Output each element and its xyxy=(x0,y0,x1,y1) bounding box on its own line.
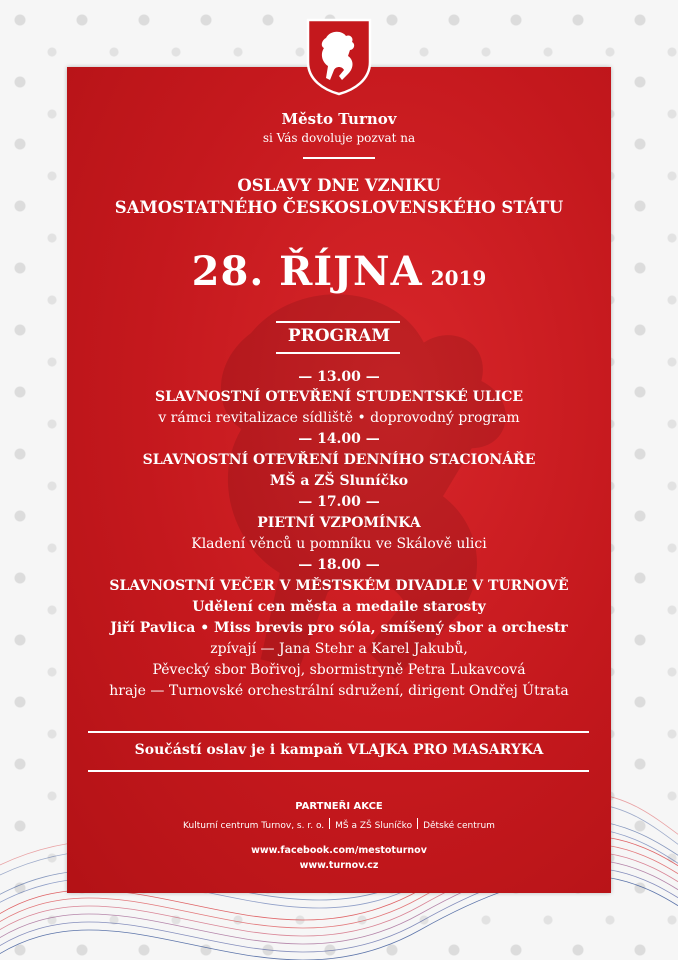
program-title: SLAVNOSTNÍ VEČER V MĚSTSKÉM DIVADLE V TURNOVĚ xyxy=(109,578,569,594)
program-title: SLAVNOSTNÍ OTEVŘENÍ STUDENTSKÉ ULICE xyxy=(154,389,524,405)
partner-item: MŠ a ZŠ Sluníčko xyxy=(335,821,413,831)
event-date xyxy=(67,248,611,295)
title-line-2: SAMOSTATNÉHO ČESKOSLOVENSKÉHO STÁTU xyxy=(114,198,564,217)
program-detail: Jiří Pavlica • Miss brevis pro sóla, smíšený sbor a orchestr xyxy=(110,620,568,636)
program-time: — 13.00 — xyxy=(298,369,380,385)
date-year: 2019 xyxy=(430,266,487,290)
coat-of-arms-icon xyxy=(306,18,372,96)
campaign-bottom-rule xyxy=(88,770,589,772)
program-time: — 18.00 — xyxy=(298,557,380,573)
facebook-link[interactable]: www.facebook.com/mestoturnov xyxy=(251,845,427,856)
program-top-rule xyxy=(276,321,400,323)
program-detail: MŠ a ZŠ Sluníčko xyxy=(269,473,409,489)
program-time: — 14.00 — xyxy=(298,431,380,447)
partners-heading: PARTNEŘI AKCE xyxy=(295,801,383,812)
program-detail: Pěvecký sbor Bořivoj, sbormistryně Petra Lukavcová xyxy=(152,662,526,678)
program-bottom-rule xyxy=(276,352,400,354)
separator xyxy=(329,818,330,829)
program-title: PIETNÍ VZPOMÍNKA xyxy=(257,515,421,531)
program-detail: Kladení věnců u pomníku ve Skálově ulici xyxy=(191,536,487,552)
program-time: — 17.00 — xyxy=(298,494,380,510)
divider xyxy=(303,157,375,159)
partner-item: Dětské centrum xyxy=(423,821,495,831)
program-detail: zpívají — Jana Stehr a Karel Jakubů, xyxy=(210,641,468,657)
campaign-text: Součástí oslav je i kampaň VLAJKA PRO MASARYKA xyxy=(134,742,544,758)
title-line-1: OSLAVY DNE VZNIKU xyxy=(237,176,441,195)
program-heading: PROGRAM xyxy=(287,326,391,346)
invitation-text: si Vás dovoluje pozvat na xyxy=(262,131,416,145)
program-detail: Udělení cen města a medaile starosty xyxy=(192,599,486,615)
program-title: SLAVNOSTNÍ OTEVŘENÍ DENNÍHO STACIONÁŘE xyxy=(142,452,536,468)
website-link[interactable]: www.turnov.cz xyxy=(299,860,379,871)
campaign-top-rule xyxy=(88,731,589,733)
partners-list xyxy=(67,818,611,831)
partner-item: Kulturní centrum Turnov, s. r. o. xyxy=(183,821,325,831)
city-name: Město Turnov xyxy=(281,110,397,128)
date-day-month: 28. ŘÍJNA xyxy=(191,248,423,295)
program-detail: v rámci revitalizace sídliště • doprovodný program xyxy=(158,410,520,426)
separator xyxy=(417,818,418,829)
program-detail: hraje — Turnovské orchestrální sdružení, dirigent Ondřej Útrata xyxy=(109,683,569,699)
